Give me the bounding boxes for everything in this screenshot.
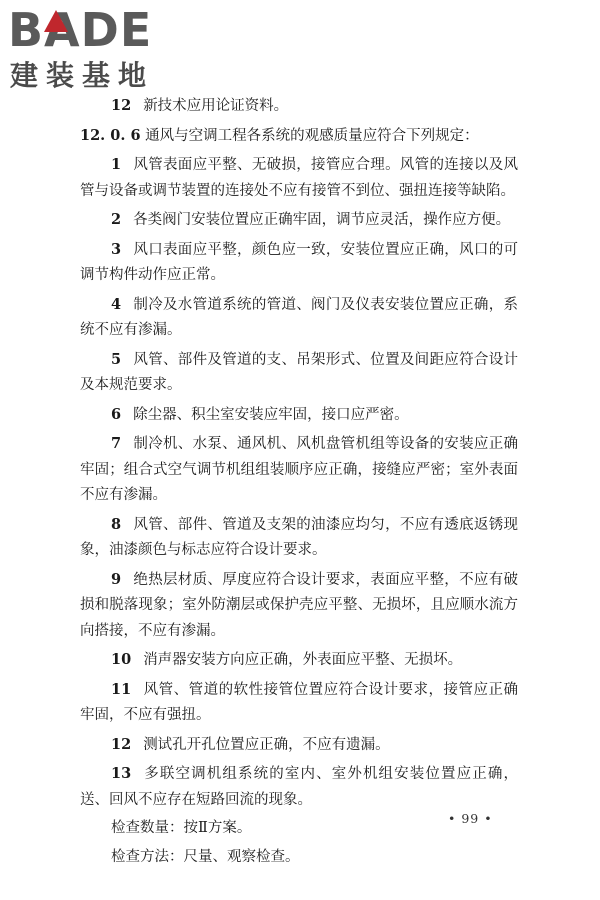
item-text: 消声器安装方向应正确，外表面应平整、无损坏。	[143, 652, 463, 668]
item-number: 3	[111, 240, 122, 258]
list-item	[80, 207, 518, 234]
list-item	[80, 292, 518, 344]
item-text: 制冷机、水泵、通风机、风机盘管机组等设备的安装应正确牢固；组合式空气调节机组组装顺序应正确，接缝应严密；室外表面不应有渗漏。	[80, 436, 518, 503]
list-item	[80, 567, 518, 645]
item-number: 9	[111, 570, 122, 588]
item-number: 11	[111, 680, 132, 698]
item-text: 各类阀门安装位置应正确牢固，调节应灵活，操作应方便。	[133, 212, 511, 228]
item-number: 4	[111, 295, 122, 313]
item-text: 风管、管道的软性接管位置应符合设计要求，接管应正确牢固，不应有强扭。	[80, 681, 518, 723]
list-item	[80, 402, 518, 429]
section-number: 12. 0. 6	[80, 126, 141, 144]
item-number: 7	[111, 435, 122, 452]
logo-accent-triangle	[44, 10, 68, 32]
intro-item	[80, 93, 518, 120]
inspection-quantity: 检查数量：按Ⅱ方案。	[111, 820, 252, 836]
item-text: 多联空调机组系统的室内、室外机组安装位置应正确，送、回风不应存在短路回流的现象。	[80, 766, 518, 808]
item-number: 12	[111, 97, 132, 114]
item-number: 5	[111, 350, 122, 368]
item-text: 风管、部件、管道及支架的油漆应均匀，不应有透底返锈现象，油漆颜色与标志应符合设计要求。	[80, 516, 518, 558]
section-title: 通风与空调工程各系统的观感质量应符合下列规定：	[145, 127, 479, 144]
item-number: 2	[111, 211, 122, 228]
item-text: 新技术应用论证资料。	[143, 98, 289, 114]
item-text: 风管、部件及管道的支、吊架形式、位置及间距应符合设计及本规范要求。	[80, 351, 518, 393]
item-number: 8	[111, 515, 122, 533]
inspection-method: 检查方法：尺量、观察检查。	[111, 848, 300, 865]
item-number: 1	[111, 156, 122, 173]
item-number: 10	[111, 651, 132, 668]
item-text: 制冷及水管道系统的管道、阀门及仪表安装位置应正确，系统不应有渗漏。	[80, 296, 518, 338]
list-item	[80, 237, 518, 289]
item-text: 风管表面应平整、无破损，接管应合理。风管的连接以及风管与设备或调节装置的连接处不应有接管不到位、强扭连接等缺陷。	[80, 157, 518, 199]
list-item	[80, 431, 518, 509]
item-text: 除尘器、积尘室安装应牢固，接口应严密。	[133, 406, 409, 423]
item-text: 绝热层材质、厚度应符合设计要求，表面应平整，不应有破损和脱落现象；室外防潮层或保护壳应平整、无损坏，且应顺水流方向搭接，不应有渗漏。	[80, 571, 518, 639]
logo-cjk-text: 建装基地	[10, 59, 155, 92]
item-number: 13	[111, 765, 132, 782]
list-item	[80, 152, 518, 204]
list-item	[80, 761, 518, 813]
page-number: • 99 •	[448, 811, 493, 826]
item-text: 测试孔开孔位置应正确，不应有遗漏。	[143, 736, 390, 753]
list-item	[80, 647, 518, 674]
list-item	[80, 732, 518, 759]
list-item	[80, 347, 518, 399]
list-item	[80, 677, 518, 729]
bade-logo	[8, 4, 178, 96]
item-text: 风口表面应平整，颜色应一致，安装位置应正确，风口的可调节构件动作应正常。	[80, 241, 518, 283]
logo-latin-text: BADE	[8, 3, 153, 57]
section-heading	[80, 123, 518, 150]
list-item	[80, 512, 518, 564]
item-number: 12	[111, 735, 132, 753]
document-body	[80, 93, 518, 873]
item-number: 6	[111, 405, 122, 423]
